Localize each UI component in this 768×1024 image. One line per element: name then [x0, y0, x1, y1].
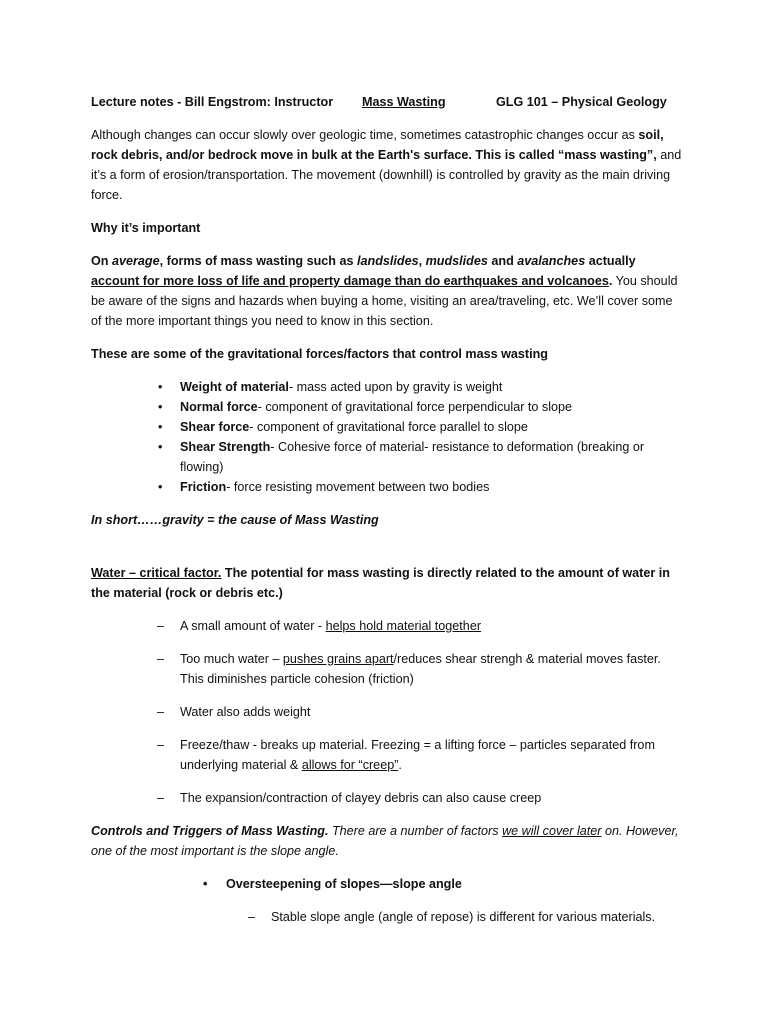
list-item: – Water also adds weight — [180, 702, 683, 722]
list-item: • Normal force- component of gravitational force perpendicular to slope — [180, 397, 683, 417]
oversteepening-item: • Oversteepening of slopes—slope angle — [91, 874, 683, 894]
list-item: – The expansion/contraction of clayey debris can also cause creep — [180, 788, 683, 808]
list-item: • Friction- force resisting movement between two bodies — [180, 477, 683, 497]
bullet-icon: • — [158, 480, 163, 494]
list-item: • Weight of material- mass acted upon by gravity is weight — [180, 377, 683, 397]
dash-icon: – — [157, 738, 165, 752]
why-important-heading: Why it’s important — [91, 221, 201, 235]
header-course-name: GLG 101 – Physical Geology — [496, 95, 667, 109]
dash-icon: – — [157, 619, 165, 633]
list-item: • Shear force- component of gravitational force parallel to slope — [180, 417, 683, 437]
dash-icon: – — [157, 705, 165, 719]
header-course-notes: Lecture notes - Bill Engstrom: Instructor — [91, 95, 334, 109]
list-item: • Shear Strength- Cohesive force of material- resistance to deformation (breaking or flowing) — [180, 437, 683, 477]
list-item: – Freeze/thaw - breaks up material. Freezing = a lifting force – particles separated from underlying material & allows for “creep”. — [180, 735, 683, 775]
controls-paragraph: Controls and Triggers of Mass Wasting. There are a number of factors we will cover later on. However, one of the most important is the slope angle. — [91, 824, 679, 858]
bullet-icon: • — [158, 400, 163, 414]
page-header — [91, 92, 683, 112]
dash-icon: – — [157, 652, 165, 666]
header-topic-title: Mass Wasting — [362, 95, 446, 109]
dash-icon: – — [157, 791, 165, 805]
bullet-icon: • — [203, 877, 208, 891]
bullet-icon: • — [158, 440, 163, 454]
bullet-icon: • — [158, 420, 163, 434]
water-list — [91, 616, 683, 808]
why-important-paragraph: On average, forms of mass wasting such as landslides, mudslides and avalanches actually account for more loss of life and property damage than do earthquakes and volcanoes. You should be aware of the signs and hazards when buying a home, visiting an area/traveling, etc. We’ll cover some of the more important things you need to know in this section. — [91, 254, 678, 328]
forces-heading: These are some of the gravitational forces/factors that control mass wasting — [91, 347, 548, 361]
gravity-summary: In short……gravity = the cause of Mass Wasting — [91, 513, 379, 527]
bullet-icon: • — [158, 380, 163, 394]
dash-icon: – — [248, 910, 256, 924]
document-page — [91, 92, 683, 927]
intro-paragraph: Although changes can occur slowly over geologic time, sometimes catastrophic changes occur as soil, rock debris, and/or bedrock move in bulk at the Earth's surface. This is called “mass wasting”, and it’s a form of erosion/transportation. The movement (downhill) is controlled by gravity as the main driving force. — [91, 128, 682, 202]
slope-angle-item: – Stable slope angle (angle of repose) is different for various materials. — [91, 907, 683, 927]
water-paragraph: Water – critical factor. The potential for mass wasting is directly related to the amount of water in the material (rock or debris etc.) — [91, 566, 670, 600]
list-item: – A small amount of water - helps hold material together — [180, 616, 683, 636]
list-item: – Too much water – pushes grains apart/reduces shear strengh & material moves faster. This diminishes particle cohesion (friction) — [180, 649, 683, 689]
forces-list — [91, 377, 683, 497]
